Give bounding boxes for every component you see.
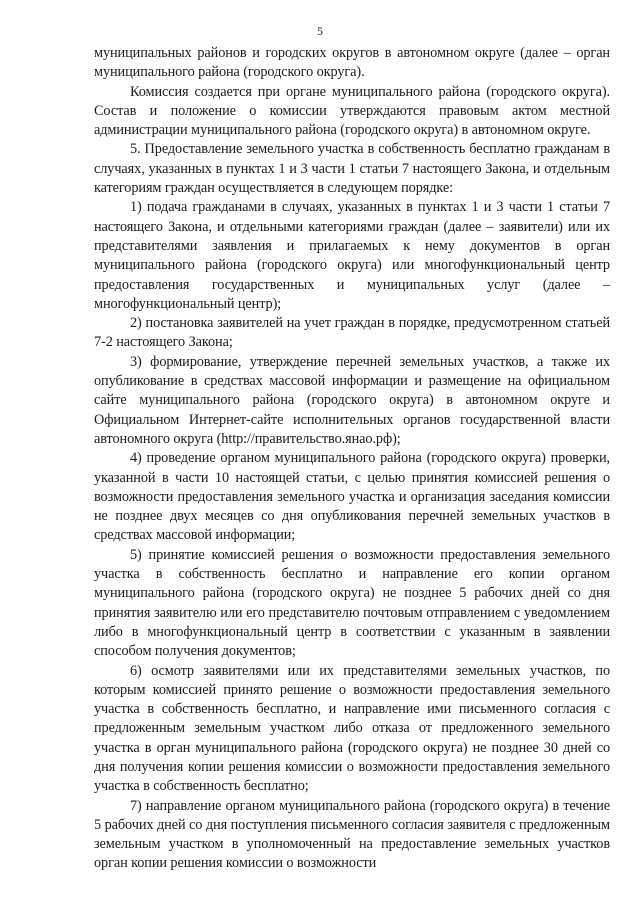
- document-body: [94, 44, 610, 874]
- subitem-4: 4) проведение органом муниципального района (городского округа) проверки, указанной в части 10 настоящей статьи, с целью принятия комиссией решения о возможности предоставления земельного участка и организация заседания комиссии не позднее двух месяцев со дня опубликования перечней земельных участков в средствах массовой информации;: [94, 450, 610, 544]
- paragraph-continuation: муниципальных районов и городских округов в автономном округе (далее – орган муниципального района (городского округа).: [94, 45, 610, 81]
- paragraph-commission: Комиссия создается при органе муниципального района (городского округа). Состав и положение о комиссии утверждаются правовым актом местной администрации муниципального района (городского округа) в автономном округе.: [94, 83, 610, 139]
- page-number: 5: [317, 24, 323, 38]
- paragraph-item-5: 5. Предоставление земельного участка в собственность бесплатно гражданам в случаях, указанных в пунктах 1 и 3 части 1 статьи 7 настоящего Закона, и отдельным категориям граждан осуществляется в следующем порядке:: [94, 141, 610, 197]
- subitem-7: 7) направление органом муниципального района (городского округа) в течение 5 рабочих дней со дня поступления письменного согласия заявителя с предложенным земельным участком в уполномоченный на предоставление земельных участков орган копии решения комиссии о возможности: [94, 797, 610, 872]
- subitem-2: 2) постановка заявителей на учет граждан в порядке, предусмотренном статьей 7-2 настоящего Закона;: [94, 315, 610, 351]
- subitem-6: 6) осмотр заявителями или их представителями земельных участков, по которым комиссией принято решение о возможности предоставления земельного участка в собственность бесплатно, и направление ими письменного согласия с предложенным земельным участком либо отказа от предложенного земельного участка в орган муниципального района (городского округа) не позднее 30 дней со дня получения копии решения комиссии о возможности предоставления земельного участка в собственность бесплатно;: [94, 662, 610, 795]
- subitem-1: 1) подача гражданами в случаях, указанных в пунктах 1 и 3 части 1 статьи 7 настоящего Закона, и отдельными категориями граждан (далее – заявители) или их представителями заявления и прилагаемых к нему документов в орган муниципального района (городского округа) или многофункциональный центр предоставления государственных и муниципальных услуг (далее – многофункциональный центр);: [94, 199, 610, 312]
- subitem-3: 3) формирование, утверждение перечней земельных участков, а также их опубликование в средствах массовой информации и размещение на официальном сайте муниципального района (городского округа) в автономном округе и Официальном Интернет-сайте исполнительных органов государственной власти автономного округа (http://правительство.янао.рф);: [94, 353, 610, 447]
- subitem-5: 5) принятие комиссией решения о возможности предоставления земельного участка в собственность бесплатно и направление его копии органом муниципального района (городского округа) не позднее 5 рабочих дней со дня принятия заявителю или его представителю почтовым отправлением с уведомлением либо в многофункциональный центр в соответствии с указанным в заявлении способом получения документов;: [94, 546, 610, 660]
